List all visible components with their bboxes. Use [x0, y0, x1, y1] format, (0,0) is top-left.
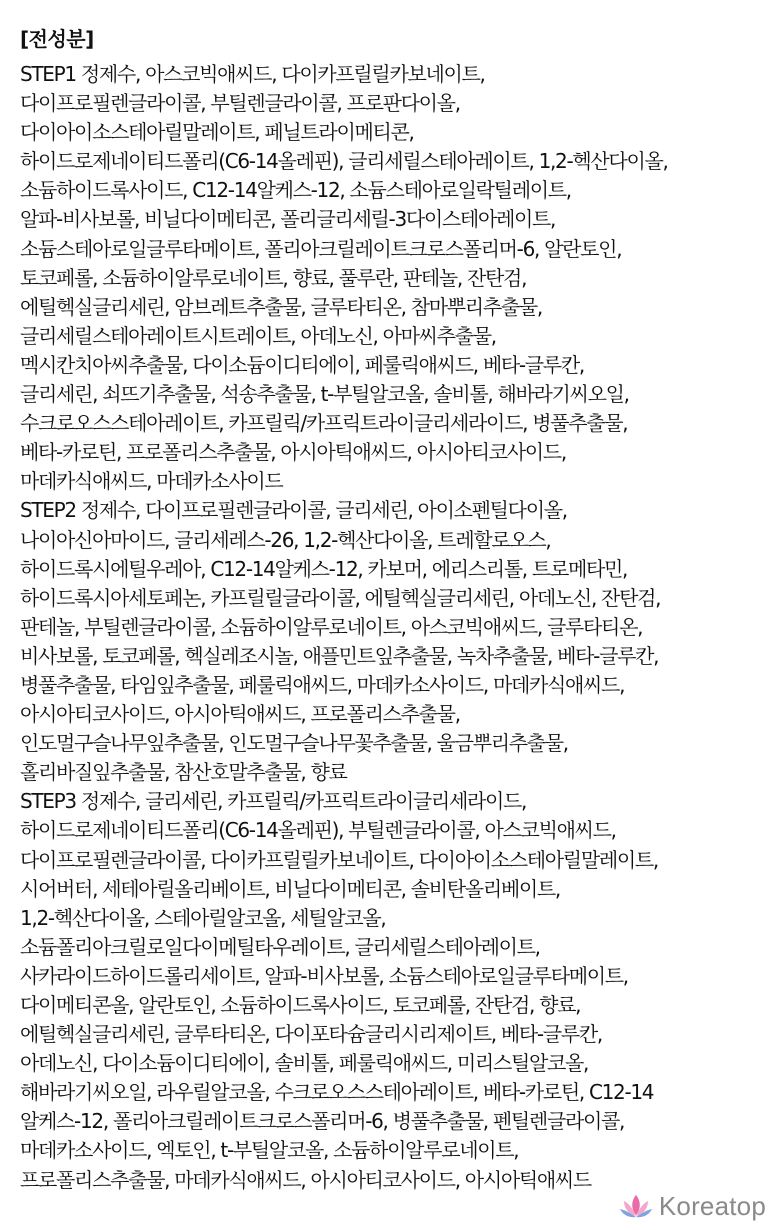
ingredient-line: 소듐폴리아크릴로일다이메틸타우레이트, 글리세릴스테아레이트, — [20, 934, 540, 959]
ingredient-line: 베타-카로틴, 프로폴리스추출물, 아시아틱애씨드, 아시아티코사이드, — [20, 440, 566, 465]
ingredient-line: 사카라이드하이드롤리세이트, 알파-비사보롤, 소듐스테아로일글루타메이트, — [20, 963, 628, 988]
ingredient-line: STEP1 정제수, 아스코빅애씨드, 다이카프릴릴카보네이트, — [20, 62, 485, 86]
ingredient-line: 에틸헥실글리세린, 글루타티온, 다이포타슘글리시리제이트, 베타-글루칸, — [20, 1022, 602, 1047]
ingredient-line: 나이아신아마이드, 글리세레스-26, 1,2-헥산다이올, 트레할로오스, — [20, 527, 551, 552]
ingredient-line: 다이아이소스테아릴말레이트, 페닐트라이메티콘, — [20, 120, 414, 145]
lotus-icon — [619, 1193, 653, 1221]
ingredient-line: 소듐하이드록사이드, C12-14알케스-12, 소듐스테아로일락틸레이트, — [20, 178, 571, 203]
ingredient-line: 소듐스테아로일글루타메이트, 폴리아크릴레이트크로스폴리머-6, 알란토인, — [20, 236, 622, 261]
ingredient-line: 비사보롤, 토코페롤, 헥실레조시놀, 애플민트잎추출물, 녹차추출물, 베타-글루칸, — [20, 643, 659, 668]
ingredient-line: 토코페롤, 소듐하이알루로네이트, 향료, 풀루란, 판테놀, 잔탄검, — [20, 265, 527, 290]
ingredient-line: 하이드로제네이티드폴리(C6-14올레핀), 부틸렌글라이콜, 아스코빅애씨드, — [20, 818, 616, 843]
ingredient-line: 에틸헥실글리세린, 암브레트추출물, 글루타티온, 참마뿌리추출물, — [20, 294, 542, 319]
ingredient-line: 마데카소사이드, 엑토인, t-부틸알코올, 소듐하이알루로네이트, — [20, 1138, 519, 1163]
ingredient-line: 병풀추출물, 타임잎추출물, 페룰릭애씨드, 마데카소사이드, 마데카식애씨드, — [20, 672, 625, 697]
ingredient-line: 다이프로필렌글라이콜, 부틸렌글라이콜, 프로판다이올, — [20, 91, 460, 116]
watermark-text: Koreatop — [658, 1191, 766, 1221]
ingredient-line: 홀리바질잎추출물, 참산호말추출물, 향료 — [20, 760, 347, 785]
ingredient-line: 아시아티코사이드, 아시아틱애씨드, 프로폴리스추출물, — [20, 702, 460, 727]
ingredient-line: 수크로오스스테아레이트, 카프릴릭/카프릭트라이글리세라이드, 병풀추출물, — [20, 411, 628, 436]
ingredient-line: 알파-비사보롤, 비닐다이메티콘, 폴리글리세릴-3다이스테아레이트, — [20, 207, 556, 232]
ingredient-line: 글리세릴스테아레이트시트레이트, 아데노신, 아마씨추출물, — [20, 323, 496, 348]
ingredient-line: 알케스-12, 폴리아크릴레이트크로스폴리머-6, 병풀추출물, 펜틸렌글라이콜, — [20, 1109, 625, 1134]
ingredient-line: STEP2 정제수, 다이프로필렌글라이콜, 글리세린, 아이소펜틸다이올, — [20, 498, 567, 523]
ingredient-line: 마데카식애씨드, 마데카소사이드 — [20, 469, 283, 494]
ingredient-line: 판테놀, 부틸렌글라이콜, 소듐하이알루로네이트, 아스코빅애씨드, 글루타티온, — [20, 614, 643, 639]
ingredient-line: 프로폴리스추출물, 마데카식애씨드, 아시아티코사이드, 아시아틱애씨드 — [20, 1167, 591, 1192]
ingredient-line: STEP3 정제수, 글리세린, 카프릴릭/카프릭트라이글리세라이드, — [20, 789, 527, 814]
ingredient-line: 하이드록시에틸우레아, C12-14알케스-12, 카보머, 에리스리톨, 트로메타민, — [20, 556, 628, 581]
ingredient-line: 인도멀구슬나무잎추출물, 인도멀구슬나무꽃추출물, 울금뿌리추출물, — [20, 731, 568, 756]
koreatop-watermark — [619, 1191, 766, 1222]
ingredient-line: 글리세린, 쇠뜨기추출물, 석송추출물, t-부틸알코올, 솔비톨, 해바라기씨오일, — [20, 382, 629, 407]
ingredient-line: 1,2-헥산다이올, 스테아릴알코올, 세틸알코올, — [20, 905, 386, 930]
ingredient-line: 시어버터, 세테아릴올리베이트, 비닐다이메티콘, 솔비탄올리베이트, — [20, 876, 560, 901]
ingredient-line: 다이프로필렌글라이콜, 다이카프릴릴카보네이트, 다이아이소스테아릴말레이트, — [20, 847, 658, 872]
ingredients-list — [20, 60, 770, 1195]
ingredients-title: [전성분] — [20, 27, 94, 51]
ingredient-line: 하이드로제네이티드폴리(C6-14올레핀), 글리세릴스테아레이트, 1,2-헥산다이올, — [20, 149, 668, 174]
ingredient-line: 다이메티콘올, 알란토인, 소듐하이드록사이드, 토코페롤, 잔탄검, 향료, — [20, 993, 581, 1017]
ingredient-line: 하이드록시아세토페논, 카프릴릴글라이콜, 에틸헥실글리세린, 아데노신, 잔탄검, — [20, 585, 661, 610]
ingredients-document — [20, 24, 770, 1195]
ingredient-line: 멕시칸치아씨추출물, 다이소듐이디티에이, 페룰릭애씨드, 베타-글루칸, — [20, 352, 584, 377]
ingredient-line: 해바라기씨오일, 라우릴알코올, 수크로오스스테아레이트, 베타-카로틴, C12-14 — [20, 1080, 654, 1105]
ingredient-line: 아데노신, 다이소듐이디티에이, 솔비톨, 페룰릭애씨드, 미리스틸알코올, — [20, 1051, 589, 1076]
